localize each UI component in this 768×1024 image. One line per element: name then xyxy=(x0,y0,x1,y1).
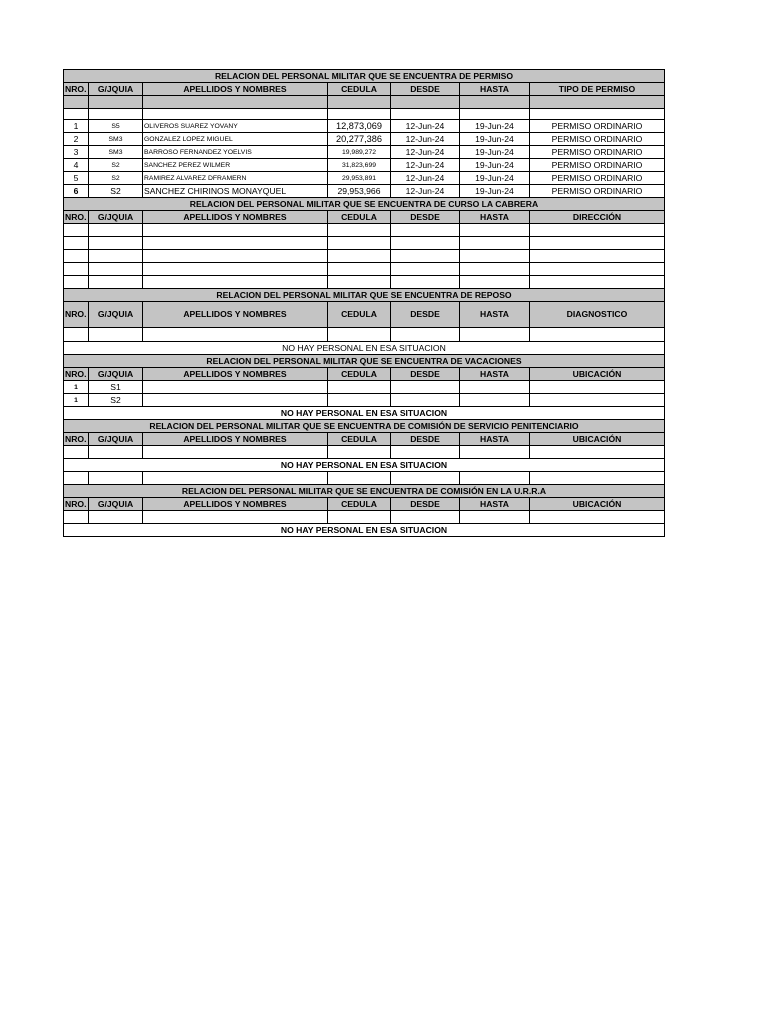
header-row-vacaciones xyxy=(64,368,665,381)
no-personnel-note: NO HAY PERSONAL EN ESA SITUACION xyxy=(64,459,665,472)
header-nombres: APELLIDOS Y NOMBRES xyxy=(143,368,328,381)
table-row xyxy=(64,172,665,185)
empty-row xyxy=(64,224,665,237)
cell-tipo: PERMISO ORDINARIO xyxy=(530,159,665,172)
cell-nombre: RAMIREZ ALVAREZ DFRAMERN xyxy=(143,172,328,185)
section-title-row xyxy=(64,289,665,302)
header-ubicacion: UBICACIÓN xyxy=(530,368,665,381)
header-grado: G/JQUIA xyxy=(89,302,143,328)
note-row xyxy=(64,407,665,420)
cell-grado: S2 xyxy=(89,394,143,407)
cell-tipo: PERMISO ORDINARIO xyxy=(530,172,665,185)
header-nro: NRO. xyxy=(64,368,89,381)
cell-desde: 12-Jun-24 xyxy=(391,146,460,159)
cell-desde: 12-Jun-24 xyxy=(391,172,460,185)
header-tipo-permiso: TIPO DE PERMISO xyxy=(530,83,665,96)
section-title-row xyxy=(64,198,665,211)
header-grado: G/JQUIA xyxy=(89,433,143,446)
header-desde: DESDE xyxy=(391,433,460,446)
table-row xyxy=(64,381,665,394)
blank-header-row xyxy=(64,96,665,109)
cell-cedula: 29,953,891 xyxy=(328,172,391,185)
header-nro: NRO. xyxy=(64,302,89,328)
cell-nombre: SANCHEZ CHIRINOS MONAYQUEL xyxy=(143,185,328,198)
header-grado: G/JQUIA xyxy=(89,498,143,511)
header-cedula: CEDULA xyxy=(328,433,391,446)
header-hasta: HASTA xyxy=(460,302,530,328)
header-grado: G/JQUIA xyxy=(89,211,143,224)
empty-row xyxy=(64,276,665,289)
cell-nro: 3 xyxy=(64,146,89,159)
header-ubicacion: UBICACIÓN xyxy=(530,433,665,446)
header-desde: DESDE xyxy=(391,368,460,381)
header-row-penitenciario xyxy=(64,433,665,446)
cell-hasta: 19-Jun-24 xyxy=(460,185,530,198)
section-title-permiso: RELACION DEL PERSONAL MILITAR QUE SE ENCUENTRA DE PERMISO xyxy=(64,70,665,83)
cell-desde: 12-Jun-24 xyxy=(391,120,460,133)
header-nro: NRO. xyxy=(64,433,89,446)
header-desde: DESDE xyxy=(391,83,460,96)
no-personnel-note: NO HAY PERSONAL EN ESA SITUACION xyxy=(64,524,665,537)
cell-grado: S5 xyxy=(89,120,143,133)
header-hasta: HASTA xyxy=(460,498,530,511)
cell-nro: 2 xyxy=(64,133,89,146)
header-diagnostico: DIAGNOSTICO xyxy=(530,302,665,328)
note-row xyxy=(64,342,665,355)
cell-nro: 4 xyxy=(64,159,89,172)
section-title-row xyxy=(64,420,665,433)
empty-row xyxy=(64,237,665,250)
empty-row xyxy=(64,263,665,276)
header-nombres: APELLIDOS Y NOMBRES xyxy=(143,302,328,328)
header-row-curso xyxy=(64,211,665,224)
table-row xyxy=(64,120,665,133)
cell-grado: S2 xyxy=(89,172,143,185)
section-title-penitenciario: RELACION DEL PERSONAL MILITAR QUE SE ENCUENTRA DE COMISIÓN DE SERVICIO PENITENCIARIO xyxy=(64,420,665,433)
cell-cedula: 29,953,966 xyxy=(328,185,391,198)
cell-nombre: SANCHEZ PEREZ WILMER xyxy=(143,159,328,172)
section-title-curso: RELACION DEL PERSONAL MILITAR QUE SE ENCUENTRA DE CURSO LA CABRERA xyxy=(64,198,665,211)
header-desde: DESDE xyxy=(391,211,460,224)
table-row xyxy=(64,159,665,172)
header-cedula: CEDULA xyxy=(328,83,391,96)
cell-cedula: 20,277,386 xyxy=(328,133,391,146)
cell-nro: 5 xyxy=(64,172,89,185)
cell-hasta: 19-Jun-24 xyxy=(460,172,530,185)
cell-cedula: 12,873,069 xyxy=(328,120,391,133)
header-cedula: CEDULA xyxy=(328,368,391,381)
cell-cedula: 31,823,699 xyxy=(328,159,391,172)
empty-row xyxy=(64,511,665,524)
empty-row xyxy=(64,446,665,459)
cell-nombre: GONZALEZ LOPEZ MIGUEL xyxy=(143,133,328,146)
cell-nro: 1 xyxy=(64,381,89,394)
header-hasta: HASTA xyxy=(460,368,530,381)
header-hasta: HASTA xyxy=(460,83,530,96)
cell-tipo: PERMISO ORDINARIO xyxy=(530,133,665,146)
cell-grado: SM3 xyxy=(89,146,143,159)
header-nombres: APELLIDOS Y NOMBRES xyxy=(143,498,328,511)
cell-grado: S1 xyxy=(89,381,143,394)
section-title-row xyxy=(64,355,665,368)
cell-hasta: 19-Jun-24 xyxy=(460,146,530,159)
section-title-reposo: RELACION DEL PERSONAL MILITAR QUE SE ENCUENTRA DE REPOSO xyxy=(64,289,665,302)
empty-row xyxy=(64,472,665,485)
cell-grado: SM3 xyxy=(89,133,143,146)
header-row-urra xyxy=(64,498,665,511)
cell-nro: 6 xyxy=(64,185,89,198)
section-title-row xyxy=(64,485,665,498)
no-personnel-note: NO HAY PERSONAL EN ESA SITUACION xyxy=(64,407,665,420)
header-desde: DESDE xyxy=(391,302,460,328)
header-hasta: HASTA xyxy=(460,433,530,446)
header-row-permiso xyxy=(64,83,665,96)
header-desde: DESDE xyxy=(391,498,460,511)
personnel-report-table xyxy=(63,69,665,537)
personnel-report-sheet xyxy=(63,69,665,537)
no-personnel-note: NO HAY PERSONAL EN ESA SITUACION xyxy=(64,342,665,355)
header-nombres: APELLIDOS Y NOMBRES xyxy=(143,83,328,96)
header-nombres: APELLIDOS Y NOMBRES xyxy=(143,433,328,446)
header-nro: NRO. xyxy=(64,211,89,224)
empty-row xyxy=(64,250,665,263)
header-row-reposo xyxy=(64,302,665,328)
note-row xyxy=(64,459,665,472)
cell-tipo: PERMISO ORDINARIO xyxy=(530,146,665,159)
header-nombres: APELLIDOS Y NOMBRES xyxy=(143,211,328,224)
section-title-vacaciones: RELACION DEL PERSONAL MILITAR QUE SE ENCUENTRA DE VACACIONES xyxy=(64,355,665,368)
cell-desde: 12-Jun-24 xyxy=(391,133,460,146)
cell-nombre: BARROSO FERNANDEZ YOELVIS xyxy=(143,146,328,159)
header-cedula: CEDULA xyxy=(328,498,391,511)
header-direccion: DIRECCIÓN xyxy=(530,211,665,224)
header-cedula: CEDULA xyxy=(328,302,391,328)
table-row xyxy=(64,394,665,407)
cell-desde: 12-Jun-24 xyxy=(391,159,460,172)
spacer-row xyxy=(64,109,665,120)
cell-hasta: 19-Jun-24 xyxy=(460,159,530,172)
cell-nro: 1 xyxy=(64,120,89,133)
cell-grado: S2 xyxy=(89,159,143,172)
section-title-row xyxy=(64,70,665,83)
empty-row xyxy=(64,328,665,342)
table-row xyxy=(64,146,665,159)
header-grado: G/JQUIA xyxy=(89,83,143,96)
cell-tipo: PERMISO ORDINARIO xyxy=(530,120,665,133)
cell-cedula: 19,989,272 xyxy=(328,146,391,159)
table-row xyxy=(64,185,665,198)
cell-desde: 12-Jun-24 xyxy=(391,185,460,198)
cell-hasta: 19-Jun-24 xyxy=(460,120,530,133)
cell-tipo: PERMISO ORDINARIO xyxy=(530,185,665,198)
header-nro: NRO. xyxy=(64,498,89,511)
cell-nombre: OLIVEROS SUAREZ YOVANY xyxy=(143,120,328,133)
header-nro: NRO. xyxy=(64,83,89,96)
cell-grado: S2 xyxy=(89,185,143,198)
header-cedula: CEDULA xyxy=(328,211,391,224)
header-ubicacion: UBICACIÓN xyxy=(530,498,665,511)
cell-nro: 1 xyxy=(64,394,89,407)
note-row xyxy=(64,524,665,537)
header-grado: G/JQUIA xyxy=(89,368,143,381)
table-row xyxy=(64,133,665,146)
cell-hasta: 19-Jun-24 xyxy=(460,133,530,146)
section-title-urra: RELACION DEL PERSONAL MILITAR QUE SE ENCUENTRA DE COMISIÓN EN LA U.R.R.A xyxy=(64,485,665,498)
header-hasta: HASTA xyxy=(460,211,530,224)
